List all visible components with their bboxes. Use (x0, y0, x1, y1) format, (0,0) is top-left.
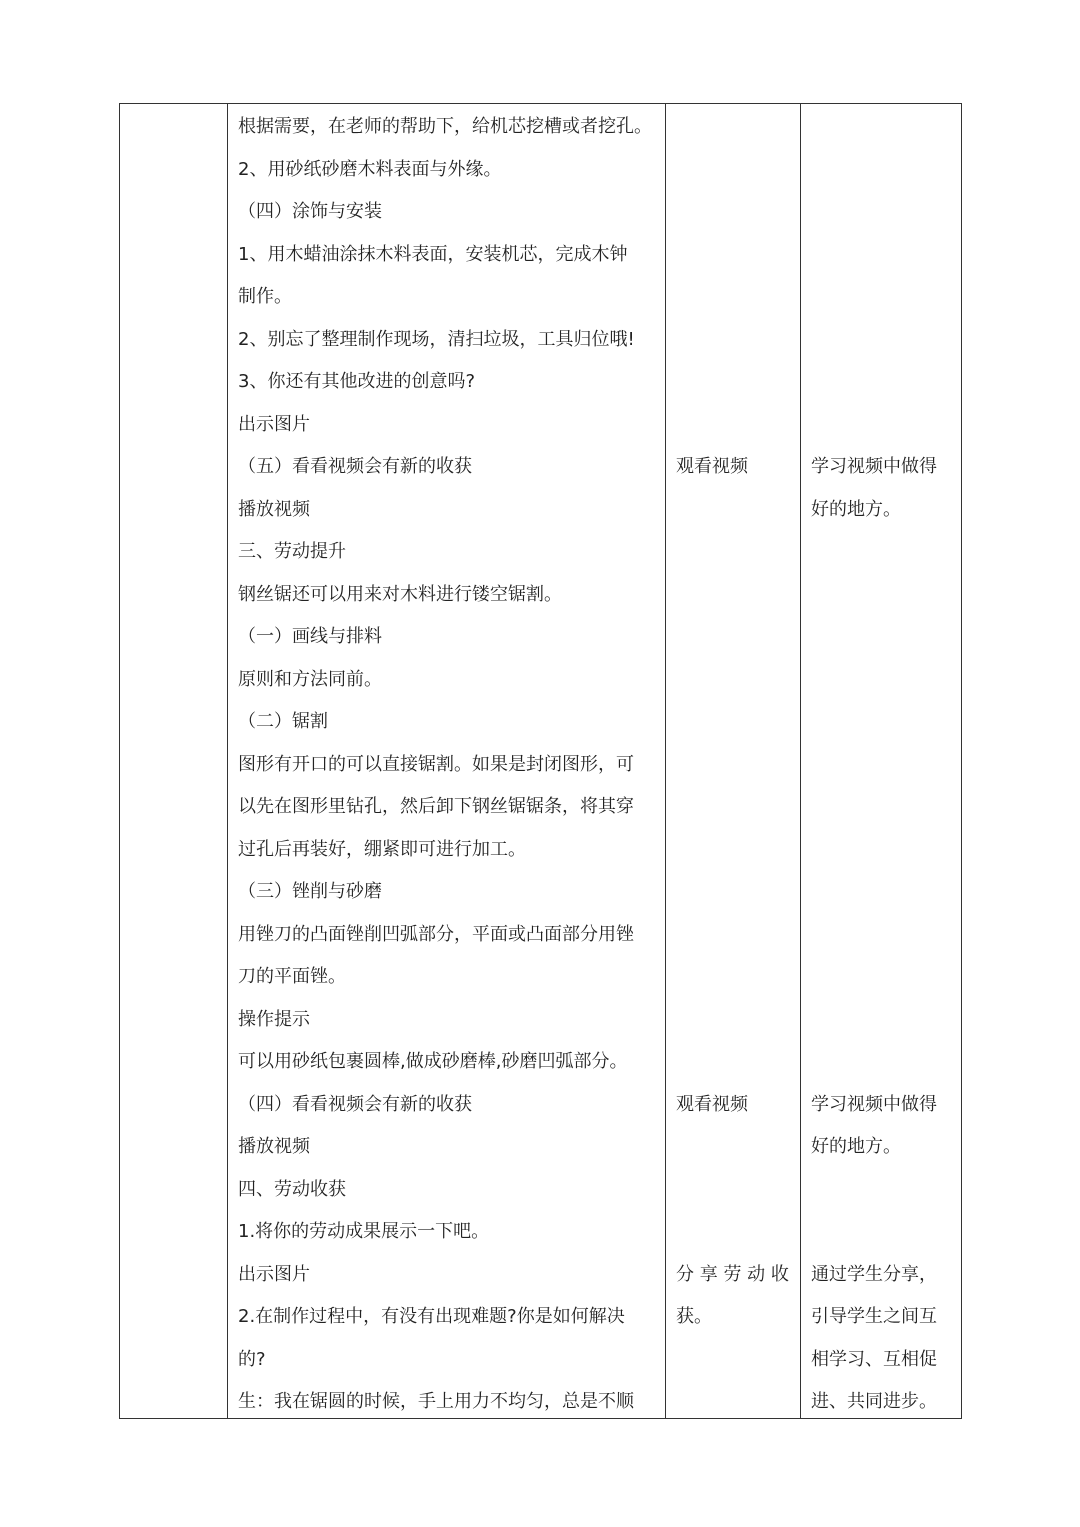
design-intent-line: 好的地方。 (811, 498, 901, 520)
teacher-activity-line: 的? (238, 1348, 266, 1370)
teacher-activity-line: 钢丝锯还可以用来对木料进行镂空锯割。 (238, 583, 562, 605)
column-divider-3 (800, 104, 801, 1418)
teacher-activity-line: （五）看看视频会有新的收获 (238, 456, 472, 477)
design-intent-column (811, 104, 959, 1418)
student-activity-line: 观看视频 (676, 456, 748, 477)
teacher-activity-line: 1、用木蜡油涂抹木料表面，安装机芯，完成木钟 (238, 243, 628, 265)
teacher-activity-line: 操作提示 (238, 1008, 310, 1030)
design-intent-line: 引导学生之间互 (811, 1306, 937, 1327)
teacher-activity-line: 用锉刀的凸面锉削凹弧部分，平面或凸面部分用锉 (238, 923, 634, 945)
student-activity-column (676, 104, 798, 1418)
teacher-activity-line: 过孔后再装好，绷紧即可进行加工。 (238, 838, 526, 860)
teacher-activity-line: 2、用砂纸砂磨木料表面与外缘。 (238, 158, 502, 180)
teacher-activity-line: （二）锯割 (238, 711, 328, 732)
teacher-activity-line: 出示图片 (238, 413, 310, 435)
teacher-activity-line: 2.在制作过程中，有没有出现难题?你是如何解决 (238, 1306, 625, 1327)
student-activity-line: 分 享 劳 动 收 (676, 1263, 789, 1285)
teacher-activity-line: 播放视频 (238, 498, 310, 520)
column-divider-1 (227, 104, 228, 1418)
teacher-activity-line: 三、劳动提升 (238, 541, 346, 562)
teacher-activity-line: 2、别忘了整理制作现场，清扫垃圾，工具归位哦! (238, 328, 635, 350)
design-intent-line: 学习视频中做得 (811, 456, 937, 477)
teacher-activity-line: 刀的平面锉。 (238, 966, 346, 987)
blank-column (120, 104, 226, 1418)
design-intent-line: 学习视频中做得 (811, 1093, 937, 1115)
student-activity-line: 获。 (676, 1306, 712, 1327)
design-intent-line: 进、共同进步。 (811, 1391, 937, 1412)
teacher-activity-line: 图形有开口的可以直接锯割。如果是封闭图形，可 (238, 753, 634, 775)
teacher-activity-line: 以先在图形里钻孔，然后卸下钢丝锯锯条，将其穿 (238, 796, 634, 817)
teacher-activity-line: 生：我在锯圆的时候，手上用力不均匀，总是不顺 (238, 1391, 634, 1412)
teacher-activity-line: 1.将你的劳动成果展示一下吧。 (238, 1221, 490, 1242)
teacher-activity-line: 可以用砂纸包裹圆棒,做成砂磨棒,砂磨凹弧部分。 (238, 1051, 628, 1072)
design-intent-line: 通过学生分享， (811, 1263, 937, 1285)
teacher-activity-column (238, 104, 664, 1418)
teacher-activity-line: （一）画线与排料 (238, 626, 382, 647)
teacher-activity-line: （三）锉削与砂磨 (238, 881, 382, 902)
teacher-activity-line: 根据需要，在老师的帮助下，给机芯挖槽或者挖孔。 (238, 116, 652, 137)
teacher-activity-line: 出示图片 (238, 1263, 310, 1285)
lesson-plan-table (119, 103, 962, 1419)
teacher-activity-line: 制作。 (238, 286, 292, 307)
design-intent-line: 相学习、互相促 (811, 1348, 937, 1370)
teacher-activity-line: 3、你还有其他改进的创意吗? (238, 371, 476, 392)
teacher-activity-line: （四）看看视频会有新的收获 (238, 1093, 472, 1115)
design-intent-line: 好的地方。 (811, 1136, 901, 1157)
teacher-activity-line: （四）涂饰与安装 (238, 201, 382, 222)
column-divider-2 (665, 104, 666, 1418)
teacher-activity-line: 四、劳动收获 (238, 1178, 346, 1200)
teacher-activity-line: 原则和方法同前。 (238, 668, 382, 690)
teacher-activity-line: 播放视频 (238, 1136, 310, 1157)
student-activity-line: 观看视频 (676, 1093, 748, 1115)
